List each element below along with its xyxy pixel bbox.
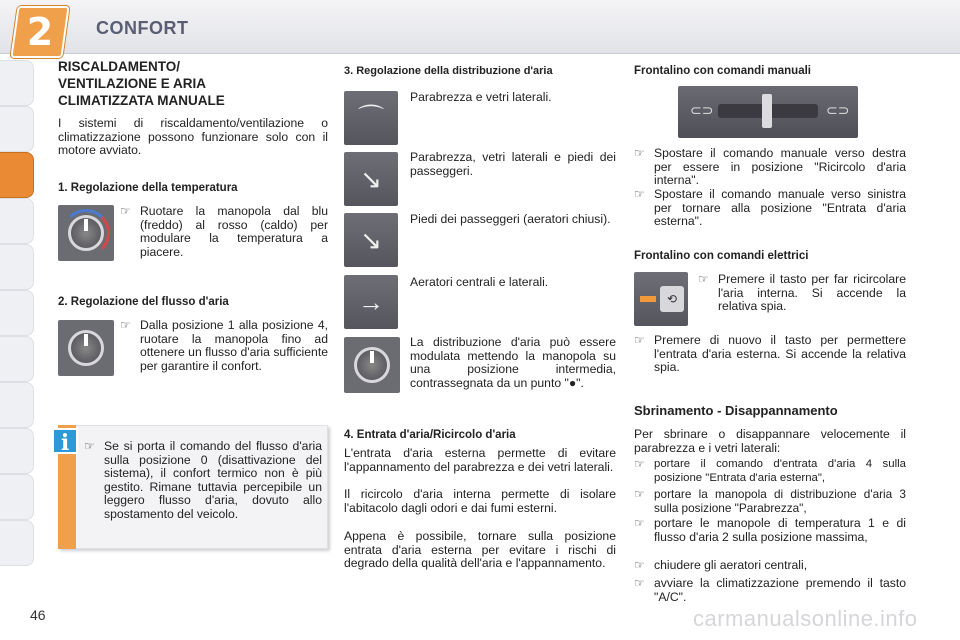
manual-bullet: ☞ Spostare il comando manuale verso sinistra per tornare alla posizione "Entrata d'aria esterna".: [634, 187, 906, 228]
air-intake-paragraph: Il ricircolo d'aria interna permette di isolare l'abitacolo dagli odori e dai fumi esterni.: [344, 487, 616, 515]
bullet-icon: ☞: [120, 318, 131, 332]
bullet-icon: ☞: [120, 204, 131, 218]
bullet-icon: ☞: [634, 146, 645, 160]
manual-controls-title: Frontalino con comandi manuali: [634, 65, 811, 77]
section-title: RISCALDAMENTO/ VENTILAZIONE E ARIA CLIMATIZZATA MANUALE: [58, 59, 225, 108]
side-tab[interactable]: [0, 428, 34, 474]
side-tab[interactable]: [0, 474, 34, 520]
bullet-icon: ☞: [634, 516, 645, 530]
distribution-item: Piedi dei passeggeri (aeratori chiusi).: [410, 212, 611, 226]
chapter-number: 2: [26, 10, 54, 54]
side-tab[interactable]: [0, 290, 34, 336]
airflow-knob-image: [58, 320, 114, 376]
watermark: carmanualsonline.info: [693, 606, 918, 631]
windscreen-feet-icon: ↘: [344, 152, 398, 206]
temperature-bullet: ☞ Ruotare la manopola dal blu (freddo) al rosso (caldo) per modulare la temperatura a piacere.: [120, 204, 328, 259]
bullet-icon: ☞: [634, 457, 645, 471]
bullet-icon: ☞: [698, 272, 709, 286]
distribution-title: 3. Regolazione della distribuzione d'aria: [344, 65, 553, 77]
distribution-knob-image: [344, 337, 400, 393]
manual-slider-image: [678, 86, 858, 138]
electric-bullet: ☞ Premere il tasto per far ricircolare l'aria interna. Si accende la relativa spia.: [698, 272, 906, 313]
temperature-title: 1. Regolazione della temperatura: [58, 182, 238, 194]
manual-bullet: ☞ Spostare il comando manuale verso destra per essere in posizione "Ricircolo d'aria interna".: [634, 146, 906, 187]
column-heating: [58, 58, 328, 158]
side-tab[interactable]: [0, 382, 34, 428]
bullet-icon: ☞: [634, 576, 645, 590]
side-tab-active[interactable]: [0, 152, 34, 198]
demisting-bullet: ☞ portare le manopole di temperatura 1 e di flusso d'aria 2 sulla posizione massima,: [634, 516, 906, 544]
air-intake-title: 4. Entrata d'aria/Ricircolo d'aria: [344, 429, 516, 441]
info-bullet: ☞ Se si porta il comando del flusso d'aria sulla posizione 0 (disattivazione del sistema), il confort termico non è più gestito. Rimane tuttavia percepibile un leggero flusso d'aria, dovuto allo spostamento del veicolo.: [84, 439, 322, 521]
bullet-icon: ☞: [634, 333, 645, 347]
intro-text: I sistemi di riscaldamento/ventilazione o climatizzazione possono funzionare solo con il motore avviato.: [58, 116, 328, 157]
bullet-icon: ☞: [634, 487, 645, 501]
distribution-item: Parabrezza e vetri laterali.: [410, 90, 552, 104]
car-recirc-icon: ⊂⊃: [826, 102, 850, 118]
airflow-title: 2. Regolazione del flusso d'aria: [58, 296, 229, 308]
side-tab[interactable]: [0, 520, 34, 566]
page-number: 46: [30, 607, 46, 623]
demisting-bullet: ☞ avviare la climatizzazione premendo il tasto "A/C".: [634, 576, 906, 604]
airflow-bullet: ☞ Dalla posizione 1 alla posizione 4, ruotare la manopola fino ad ottenere un flusso d'aria sufficiente per garantire il confort.: [120, 318, 328, 373]
info-icon: i: [52, 428, 78, 454]
distribution-item: Aeratori centrali e laterali.: [410, 275, 549, 289]
chapter-title: CONFORT: [96, 18, 189, 38]
distribution-item: Parabrezza, vetri laterali e piedi dei passeggeri.: [410, 150, 616, 178]
temperature-knob-image: [58, 205, 114, 261]
distribution-item: La distribuzione d'aria può essere modulata mettendo la manopola su una posizione intermedia, contrassegnata da un punto "●".: [410, 335, 616, 390]
side-tabs: [0, 60, 34, 566]
side-tab[interactable]: [0, 60, 34, 106]
bullet-icon: ☞: [84, 439, 95, 453]
vents-icon: →: [344, 275, 398, 329]
demisting-title: Sbrinamento - Disappannamento: [634, 403, 838, 418]
side-tab[interactable]: [0, 106, 34, 152]
electric-bullet: ☞ Premere di nuovo il tasto per permettere l'entrata d'aria esterna. Si accende la relativa spia.: [634, 333, 906, 374]
recirc-button-image: [634, 272, 688, 326]
demisting-bullet: ☞ portare il comando d'entrata d'aria 4 sulla posizione "Entrata d'aria esterna",: [634, 457, 906, 484]
recirc-icon: ⟲: [660, 286, 684, 312]
air-intake-paragraph: Appena è possibile, tornare sulla posizione entrata d'aria esterna per evitare i rischi di degrado della qualità dell'aria e l'appannamento.: [344, 529, 616, 570]
demisting-bullet: ☞ chiudere gli aeratori centrali,: [634, 558, 808, 572]
demisting-intro: Per sbrinare o disappannare velocemente il parabrezza e i vetri laterali:: [634, 427, 906, 455]
feet-icon: ↘: [344, 213, 398, 267]
windscreen-icon: ⌒: [344, 91, 398, 145]
side-tab[interactable]: [0, 336, 34, 382]
car-icon: ⊂⊃: [690, 102, 714, 118]
bullet-icon: ☞: [634, 558, 645, 572]
electric-controls-title: Frontalino con comandi elettrici: [634, 250, 809, 262]
demisting-bullet: ☞ portare la manopola di distribuzione d'aria 3 sulla posizione "Parabrezza",: [634, 487, 906, 515]
air-intake-paragraph: L'entrata d'aria esterna permette di evitare l'appannamento del parabrezza e dei vetri laterali.: [344, 446, 616, 474]
side-tab[interactable]: [0, 244, 34, 290]
side-tab[interactable]: [0, 198, 34, 244]
bullet-icon: ☞: [634, 187, 645, 201]
